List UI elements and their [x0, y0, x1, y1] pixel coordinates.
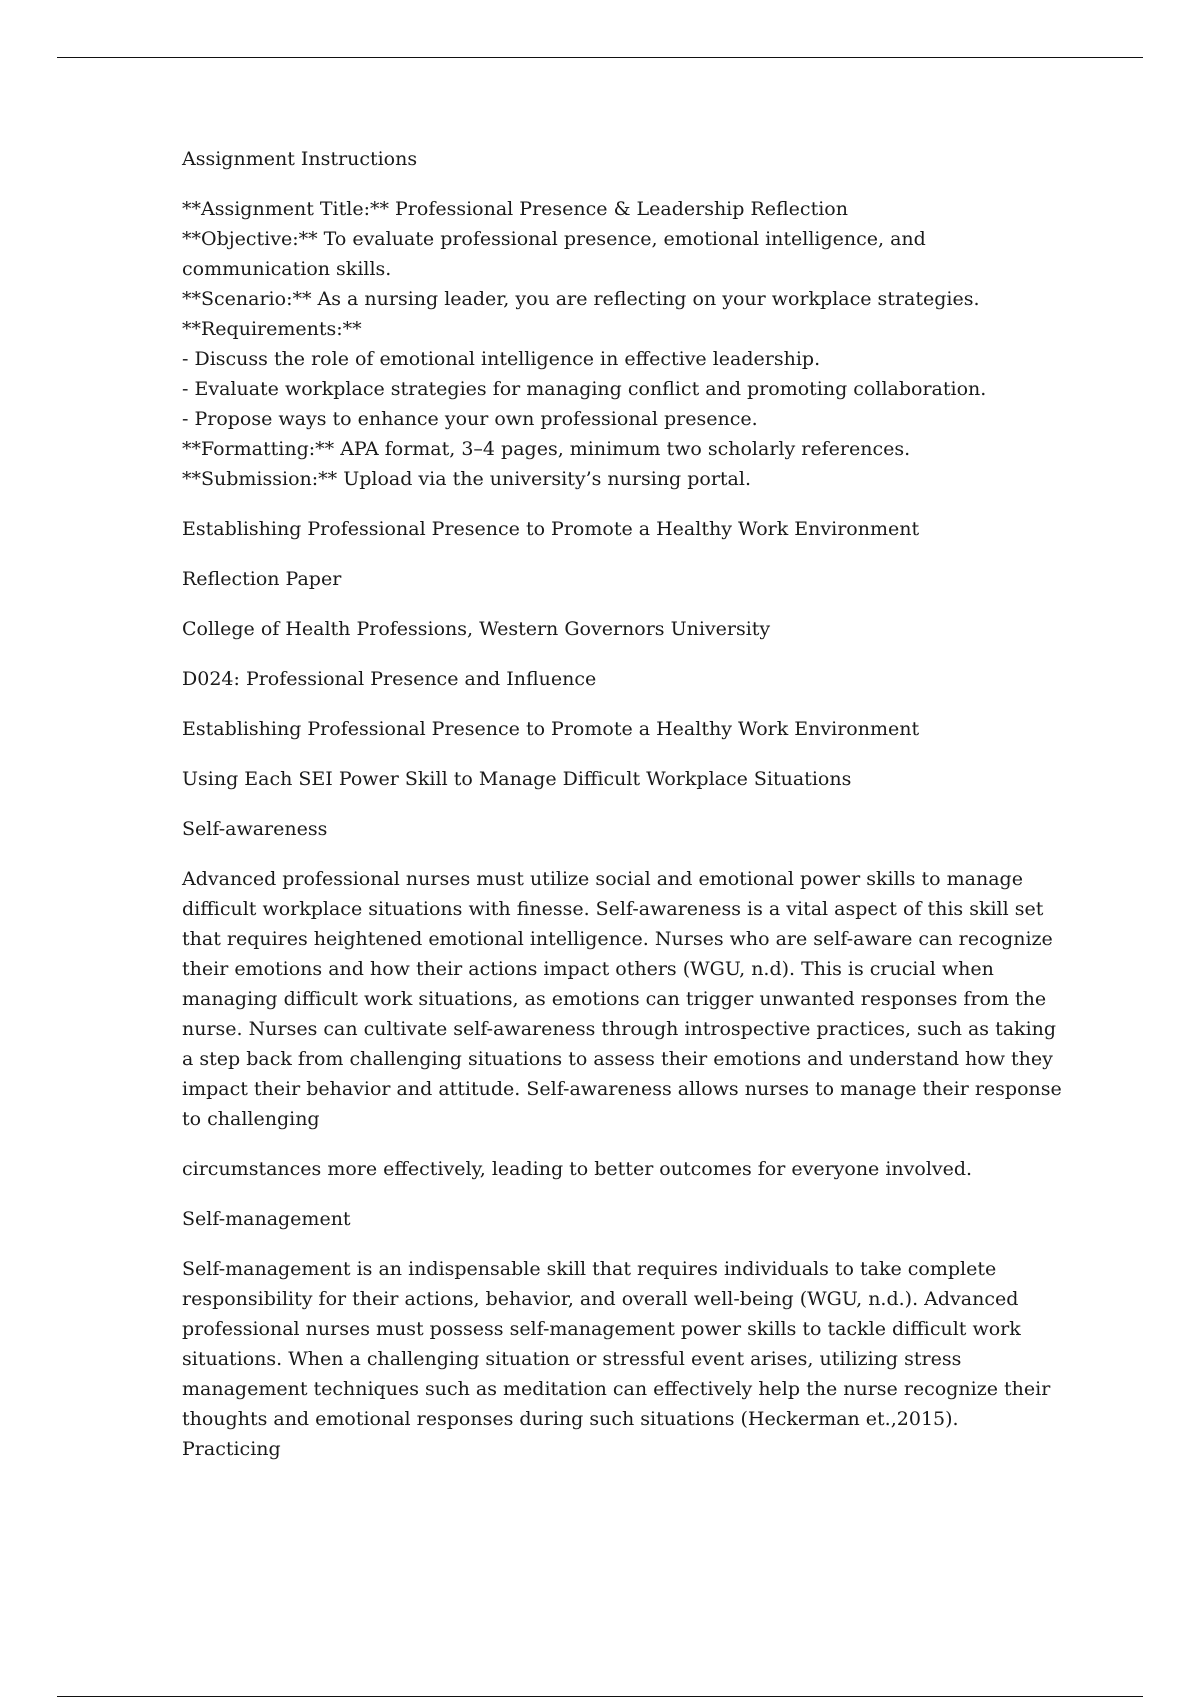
objective-line: **Objective:** To evaluate professional presence, emotional intelligence, and communication skills.	[182, 228, 926, 280]
self-awareness-paragraph: Advanced professional nurses must utilize social and emotional power skills to manage difficult workplace situations with finesse. Self-awareness is a vital aspect of this skill set that requires heightened emotional intelligence. Nurses who are self-aware can recognize their emotions and how their actions impact others (WGU, n.d). This is crucial when managing difficult work situations, as emotions can trigger unwanted responses from the nurse. Nurses can cultivate self-awareness through introspective practices, such as taking a step back from challenging situations to assess their emotions and understand how they impact their behavior and attitude. Self-awareness allows nurses to manage their response to challenging	[182, 868, 1062, 1130]
paper-type: Reflection Paper	[182, 568, 342, 590]
self-awareness-continuation: circumstances more effectively, leading to better outcomes for everyone involved.	[182, 1158, 973, 1180]
self-management-paragraph: Self-management is an indispensable skill that requires individuals to take complete responsibility for their actions, behavior, and overall well-being (WGU, n.d.). Advanced professional nurses must possess self-management power skills to tackle difficult work situations. When a challenging situation or stressful event arises, utilizing stress management techniques such as meditation can effectively help the nurse recognize their thoughts and emotional responses during such situations (Heckerman et.,2015). Practicing	[182, 1258, 1051, 1460]
section-heading: Using Each SEI Power Skill to Manage Difficult Workplace Situations	[182, 768, 852, 790]
self-awareness-heading: Self-awareness	[182, 818, 328, 840]
requirement-item-3: - Propose ways to enhance your own professional presence.	[182, 408, 758, 430]
submission-line: **Submission:** Upload via the university’s nursing portal.	[182, 468, 751, 490]
formatting-line: **Formatting:** APA format, 3–4 pages, minimum two scholarly references.	[182, 438, 911, 460]
paper-title: Establishing Professional Presence to Promote a Healthy Work Environment	[182, 518, 920, 540]
requirement-item-1: - Discuss the role of emotional intelligence in effective leadership.	[182, 348, 821, 370]
requirements-line: **Requirements:**	[182, 318, 362, 340]
top-rule	[57, 57, 1143, 58]
self-management-heading: Self-management	[182, 1208, 351, 1230]
assignment-title-line: **Assignment Title:** Professional Presence & Leadership Reflection	[182, 198, 848, 220]
institution: College of Health Professions, Western Governors University	[182, 618, 771, 640]
paper-title-repeat: Establishing Professional Presence to Promote a Healthy Work Environment	[182, 718, 920, 740]
document-page	[182, 144, 1062, 1484]
requirement-item-2: - Evaluate workplace strategies for managing conflict and promoting collaboration.	[182, 378, 987, 400]
scenario-line: **Scenario:** As a nursing leader, you are reflecting on your workplace strategies.	[182, 288, 980, 310]
course-name: D024: Professional Presence and Influence	[182, 668, 597, 690]
instructions-heading: Assignment Instructions	[182, 148, 418, 170]
instructions-block	[182, 194, 1062, 494]
bottom-rule	[57, 1696, 1143, 1697]
